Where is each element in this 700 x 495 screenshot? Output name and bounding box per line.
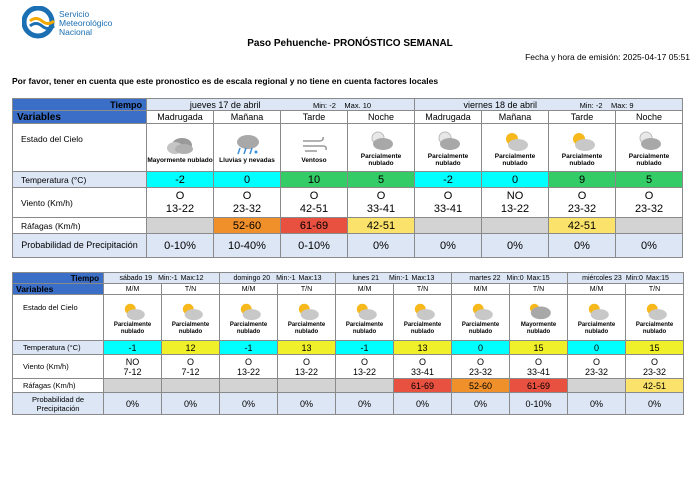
sky-cell: Parcialmente nublado bbox=[278, 295, 336, 341]
temp-cell: 15 bbox=[626, 341, 684, 355]
wind-label: Viento (Km/h) bbox=[13, 188, 147, 218]
period-cell: Tarde bbox=[281, 111, 348, 124]
gust-cell: 52-60 bbox=[214, 218, 281, 234]
partly-cloudy-icon bbox=[235, 301, 263, 321]
gust-cell: 61-69 bbox=[510, 379, 568, 393]
partly-cloudy-icon bbox=[641, 301, 669, 321]
day-header: viernes 18 de abril Min: -2 Max: 9 bbox=[415, 99, 683, 111]
cloud-icon bbox=[165, 134, 195, 156]
sky-cell: Mayormente nublado bbox=[147, 124, 214, 172]
temp-cell: -1 bbox=[336, 341, 394, 355]
precip-cell: 0-10% bbox=[147, 234, 214, 258]
gust-cell bbox=[162, 379, 220, 393]
period-cell: T/N bbox=[626, 284, 684, 295]
temp-label: Temperatura (°C) bbox=[13, 341, 104, 355]
disclaimer-note: Por favor, tener en cuenta que este pronostico es de escala regional y no tiene en cuenta factores locales bbox=[12, 76, 439, 86]
sky-cell: Parcialmente nublado bbox=[394, 295, 452, 341]
sky-cell: Parcialmente nublado bbox=[452, 295, 510, 341]
org-name: Servicio Meteorológico Nacional bbox=[59, 9, 113, 37]
gust-cell: 52-60 bbox=[452, 379, 510, 393]
sky-cell: Parcialmente nublado bbox=[626, 295, 684, 341]
wind-cell: NO 7-12 bbox=[104, 355, 162, 379]
precip-cell: 0% bbox=[626, 393, 684, 415]
period-cell: T/N bbox=[510, 284, 568, 295]
sky-cell: Parcialmente nublado bbox=[616, 124, 683, 172]
variables-label: Variables bbox=[13, 111, 147, 124]
wind-cell: O 33-41 bbox=[510, 355, 568, 379]
precip-cell: 0% bbox=[549, 234, 616, 258]
gust-cell: 42-51 bbox=[549, 218, 616, 234]
sky-cell: Parcialmente nublado bbox=[415, 124, 482, 172]
precip-cell: 0-10% bbox=[510, 393, 568, 415]
partly-cloudy-icon bbox=[583, 301, 611, 321]
temp-cell: 0 bbox=[482, 172, 549, 188]
day-header: lunes 21 Min:-1 Max:13 bbox=[336, 273, 452, 284]
day-header: martes 22 Min:0 Max:15 bbox=[452, 273, 568, 284]
gust-cell bbox=[278, 379, 336, 393]
wind-cell: O 33-41 bbox=[348, 188, 415, 218]
gust-cell bbox=[147, 218, 214, 234]
partly-cloudy-icon bbox=[567, 130, 597, 152]
precip-cell: 0% bbox=[452, 393, 510, 415]
temp-label: Temperatura (°C) bbox=[13, 172, 147, 188]
partly-cloudy-icon bbox=[119, 301, 147, 321]
wind-cell: O 13-22 bbox=[278, 355, 336, 379]
temp-cell: 12 bbox=[162, 341, 220, 355]
forecast-table-week2 bbox=[12, 272, 684, 415]
precip-cell: 0% bbox=[336, 393, 394, 415]
precip-cell: 0-10% bbox=[281, 234, 348, 258]
partly-cloudy-icon bbox=[293, 301, 321, 321]
period-cell: Madrugada bbox=[147, 111, 214, 124]
period-cell: M/M bbox=[568, 284, 626, 295]
gust-cell: 42-51 bbox=[626, 379, 684, 393]
sky-cell: Parcialmente nublado bbox=[336, 295, 394, 341]
precip-cell: 0% bbox=[348, 234, 415, 258]
period-cell: Noche bbox=[348, 111, 415, 124]
period-cell: Mañana bbox=[214, 111, 281, 124]
period-cell: Mañana bbox=[482, 111, 549, 124]
forecast-table-week1 bbox=[12, 98, 683, 258]
temp-cell: 9 bbox=[549, 172, 616, 188]
precip-cell: 0% bbox=[616, 234, 683, 258]
period-cell: M/M bbox=[104, 284, 162, 295]
precip-cell: 0% bbox=[278, 393, 336, 415]
temp-cell: 5 bbox=[616, 172, 683, 188]
wind-cell: O 33-41 bbox=[415, 188, 482, 218]
day-header: sábado 19 Min:-1 Max:12 bbox=[104, 273, 220, 284]
period-cell: T/N bbox=[278, 284, 336, 295]
temp-cell: 10 bbox=[281, 172, 348, 188]
gust-cell bbox=[415, 218, 482, 234]
tiempo-label: Tiempo bbox=[13, 99, 147, 111]
precip-cell: 0% bbox=[162, 393, 220, 415]
wind-cell: O 13-22 bbox=[220, 355, 278, 379]
gust-cell bbox=[616, 218, 683, 234]
gust-cell bbox=[104, 379, 162, 393]
mostly-cloudy-icon bbox=[525, 301, 553, 321]
wind-icon bbox=[299, 134, 329, 156]
period-cell: Tarde bbox=[549, 111, 616, 124]
precip-cell: 0% bbox=[568, 393, 626, 415]
gust-label: Ráfagas (Km/h) bbox=[13, 379, 104, 393]
sky-cell: Ventoso bbox=[281, 124, 348, 172]
period-cell: M/M bbox=[452, 284, 510, 295]
wind-cell: O 42-51 bbox=[281, 188, 348, 218]
wind-label: Viento (Km/h) bbox=[13, 355, 104, 379]
gust-cell: 61-69 bbox=[394, 379, 452, 393]
sky-cell: Parcialmente nublado bbox=[220, 295, 278, 341]
precip-cell: 0% bbox=[482, 234, 549, 258]
partly-cloudy-icon bbox=[500, 130, 530, 152]
wind-cell: O 7-12 bbox=[162, 355, 220, 379]
emission-date: Fecha y hora de emisión: 2025-04-17 05:51 bbox=[525, 52, 690, 62]
precip-cell: 0% bbox=[415, 234, 482, 258]
temp-cell: -1 bbox=[220, 341, 278, 355]
day-header: jueves 17 de abril Min: -2 Max. 10 bbox=[147, 99, 415, 111]
temp-cell: 0 bbox=[568, 341, 626, 355]
period-cell: M/M bbox=[336, 284, 394, 295]
wind-cell: O 33-41 bbox=[394, 355, 452, 379]
partly-cloudy-icon bbox=[177, 301, 205, 321]
temp-cell: 5 bbox=[348, 172, 415, 188]
partly-cloudy-night-icon bbox=[634, 130, 664, 152]
gust-label: Ráfagas (Km/h) bbox=[13, 218, 147, 234]
gust-cell bbox=[336, 379, 394, 393]
day-header: domingo 20 Min:-1 Max:13 bbox=[220, 273, 336, 284]
period-cell: T/N bbox=[394, 284, 452, 295]
wind-cell: O 23-32 bbox=[214, 188, 281, 218]
sky-cell: Parcialmente nublado bbox=[162, 295, 220, 341]
precip-label: Probabilidad de Precipitación bbox=[13, 234, 147, 258]
sky-cell: Parcialmente nublado bbox=[482, 124, 549, 172]
temp-cell: -2 bbox=[415, 172, 482, 188]
rain-snow-icon bbox=[232, 134, 262, 156]
sky-cell: Parcialmente nublado bbox=[104, 295, 162, 341]
gust-cell: 42-51 bbox=[348, 218, 415, 234]
wind-cell: O 23-32 bbox=[568, 355, 626, 379]
partly-cloudy-night-icon bbox=[433, 130, 463, 152]
gust-cell bbox=[482, 218, 549, 234]
temp-cell: 0 bbox=[214, 172, 281, 188]
precip-cell: 0% bbox=[394, 393, 452, 415]
gust-cell: 61-69 bbox=[281, 218, 348, 234]
period-cell: Madrugada bbox=[415, 111, 482, 124]
wind-cell: O 23-32 bbox=[452, 355, 510, 379]
day-header: miércoles 23 Min:0 Max:15 bbox=[568, 273, 684, 284]
gust-cell bbox=[568, 379, 626, 393]
precip-cell: 10-40% bbox=[214, 234, 281, 258]
wind-cell: O 23-32 bbox=[626, 355, 684, 379]
wind-cell: O 23-32 bbox=[549, 188, 616, 218]
precip-cell: 0% bbox=[220, 393, 278, 415]
page-title: Paso Pehuenche- PRONÓSTICO SEMANAL bbox=[247, 38, 453, 49]
wind-cell: O 13-22 bbox=[147, 188, 214, 218]
sky-cell: Parcialmente nublado bbox=[348, 124, 415, 172]
gust-cell bbox=[220, 379, 278, 393]
partly-cloudy-icon bbox=[409, 301, 437, 321]
wind-cell: NO 13-22 bbox=[482, 188, 549, 218]
sky-cell: Mayormente nublado bbox=[510, 295, 568, 341]
wind-cell: O 23-32 bbox=[616, 188, 683, 218]
period-cell: Noche bbox=[616, 111, 683, 124]
sky-label: Estado del Cielo bbox=[13, 295, 104, 341]
variables-label: Variables bbox=[13, 284, 104, 295]
partly-cloudy-night-icon bbox=[366, 130, 396, 152]
temp-cell: 13 bbox=[278, 341, 336, 355]
sky-cell: Parcialmente nublado bbox=[568, 295, 626, 341]
wind-cell: O 13-22 bbox=[336, 355, 394, 379]
temp-cell: 15 bbox=[510, 341, 568, 355]
partly-cloudy-icon bbox=[467, 301, 495, 321]
tiempo-label: Tiempo bbox=[13, 273, 104, 284]
period-cell: T/N bbox=[162, 284, 220, 295]
period-cell: M/M bbox=[220, 284, 278, 295]
sky-cell: Lluvias y nevadas bbox=[214, 124, 281, 172]
temp-cell: 13 bbox=[394, 341, 452, 355]
partly-cloudy-icon bbox=[351, 301, 379, 321]
precip-cell: 0% bbox=[104, 393, 162, 415]
temp-cell: -2 bbox=[147, 172, 214, 188]
sky-cell: Parcialmente nublado bbox=[549, 124, 616, 172]
temp-cell: -1 bbox=[104, 341, 162, 355]
sky-label: Estado del Cielo bbox=[13, 124, 147, 172]
precip-label: Probabilidad de Precipitación bbox=[13, 393, 104, 415]
temp-cell: 0 bbox=[452, 341, 510, 355]
